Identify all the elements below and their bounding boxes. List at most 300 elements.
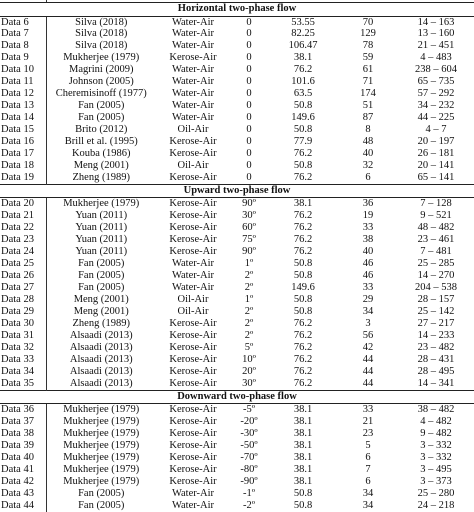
dataset-id-cell: Data 9 [0, 52, 46, 64]
pipe-diameter-cell: 76.2 [293, 171, 313, 183]
table-row [0, 234, 474, 246]
table-row [0, 318, 474, 330]
source-author-cell: Cheremisinoff (1977) [55, 88, 147, 100]
source-author-cell: Mukherjee (1979) [63, 451, 140, 463]
value-range-cell: 38 – 482 [417, 404, 455, 416]
point-count-cell: 48 [362, 136, 374, 148]
pipe-diameter-cell: 149.6 [291, 112, 315, 124]
point-count-cell: 46 [362, 270, 374, 282]
pipe-diameter-cell: 76.2 [293, 222, 313, 234]
dataset-id-cell: Data 14 [0, 112, 46, 124]
fluid-pair-cell: Kerose-Air [169, 171, 217, 183]
source-author-cell: Silva (2018) [75, 28, 128, 40]
dataset-id-cell: Data 27 [0, 282, 46, 294]
pipe-diameter-cell: 38.1 [293, 475, 313, 487]
table-row [0, 452, 474, 464]
source-author-cell: Fan (2005) [78, 499, 125, 511]
source-author-cell: Meng (2001) [73, 293, 129, 305]
inclination-cell: 1º [244, 293, 254, 305]
value-range-cell: 4 – 482 [420, 416, 452, 428]
dataset-id-cell: Data 21 [0, 210, 46, 222]
table-row [0, 28, 474, 40]
value-range-cell: 27 – 217 [417, 317, 455, 329]
inclination-cell: 0 [246, 100, 252, 112]
source-author-cell: Meng (2001) [73, 159, 129, 171]
fluid-pair-cell: Kerose-Air [169, 428, 217, 439]
inclination-cell: -50º [240, 439, 258, 451]
source-author-cell: Mukherjee (1979) [63, 404, 140, 416]
table-row [0, 172, 474, 184]
value-range-cell: 14 – 233 [417, 329, 455, 341]
source-author-cell: Alsaadi (2013) [69, 365, 133, 377]
point-count-cell: 23 [362, 428, 374, 439]
section-title: Horizontal two-phase flow [0, 3, 474, 17]
fluid-pair-cell: Water-Air [171, 40, 215, 52]
source-author-cell: Zheng (1989) [72, 171, 130, 183]
table-row [0, 378, 474, 390]
source-author-cell: Alsaadi (2013) [69, 341, 133, 353]
inclination-cell: 0 [246, 147, 252, 159]
source-author-cell: Johnson (2005) [68, 76, 134, 88]
pipe-diameter-cell: 50.8 [293, 270, 313, 282]
dataset-id-cell: Data 39 [0, 440, 46, 452]
pipe-diameter-cell: 76.2 [293, 234, 313, 246]
fluid-pair-cell: Kerose-Air [169, 353, 217, 365]
pipe-diameter-cell: 50.8 [293, 258, 313, 270]
value-range-cell: 25 – 280 [417, 487, 455, 499]
dataset-id-cell: Data 38 [0, 428, 46, 440]
inclination-cell: 75º [242, 234, 256, 246]
source-author-cell: Kouba (1986) [71, 147, 131, 159]
table-row [0, 64, 474, 76]
table-row [0, 464, 474, 476]
section-header-row [0, 390, 474, 404]
table-row [0, 500, 474, 512]
fluid-pair-cell: Kerose-Air [169, 451, 217, 463]
pipe-diameter-cell: 76.2 [293, 377, 313, 389]
point-count-cell: 3 [365, 317, 371, 329]
inclination-cell: 0 [246, 28, 252, 40]
fluid-pair-cell: Kerose-Air [169, 234, 217, 246]
point-count-cell: 34 [362, 487, 374, 499]
pipe-diameter-cell: 50.8 [293, 487, 313, 499]
inclination-cell: 1º [244, 258, 254, 270]
pipe-diameter-cell: 50.8 [293, 305, 313, 317]
table-row [0, 294, 474, 306]
value-range-cell: 28 – 495 [417, 365, 455, 377]
table-row [0, 342, 474, 354]
value-range-cell: 7 – 481 [420, 246, 452, 258]
pipe-diameter-cell: 38.1 [293, 198, 313, 210]
dataset-id-cell: Data 16 [0, 136, 46, 148]
inclination-cell: 0 [246, 88, 252, 100]
fluid-pair-cell: Water-Air [171, 88, 215, 100]
section-title: Downward two-phase flow [0, 390, 474, 404]
pipe-diameter-cell: 76.2 [293, 341, 313, 353]
value-range-cell: 9 – 482 [420, 428, 452, 439]
pipe-diameter-cell: 50.8 [293, 100, 313, 112]
inclination-cell: 0 [246, 64, 252, 76]
pipe-diameter-cell: 77.9 [293, 136, 313, 148]
fluid-pair-cell: Kerose-Air [169, 222, 217, 234]
point-count-cell: 34 [362, 499, 374, 511]
value-range-cell: 20 – 141 [417, 159, 455, 171]
point-count-cell: 7 [365, 463, 371, 475]
table-row [0, 306, 474, 318]
inclination-cell: 30º [242, 377, 256, 389]
table-row [0, 222, 474, 234]
dataset-id-cell: Data 43 [0, 488, 46, 500]
fluid-pair-cell: Kerose-Air [169, 136, 217, 148]
pipe-diameter-cell: 76.2 [293, 329, 313, 341]
dataset-id-cell: Data 41 [0, 464, 46, 476]
point-count-cell: 61 [362, 64, 374, 76]
fluid-pair-cell: Water-Air [171, 16, 215, 28]
fluid-pair-cell: Water-Air [171, 112, 215, 124]
source-author-cell: Mukherjee (1979) [63, 198, 140, 210]
table-row [0, 354, 474, 366]
inclination-cell: 0 [246, 159, 252, 171]
source-author-cell: Mukherjee (1979) [63, 428, 140, 439]
table-row [0, 210, 474, 222]
table-row [0, 148, 474, 160]
pipe-diameter-cell: 76.2 [293, 147, 313, 159]
inclination-cell: 2º [244, 305, 254, 317]
inclination-cell: -5º [242, 404, 255, 416]
table-row [0, 404, 474, 416]
inclination-cell: 90º [242, 246, 256, 258]
inclination-cell: 0 [246, 76, 252, 88]
value-range-cell: 28 – 431 [417, 353, 455, 365]
inclination-cell: 2º [244, 270, 254, 282]
dataset-id-cell: Data 25 [0, 258, 46, 270]
dataset-id-cell: Data 23 [0, 234, 46, 246]
value-range-cell: 48 – 482 [417, 222, 455, 234]
inclination-cell: 20º [242, 365, 256, 377]
source-author-cell: Fan (2005) [78, 100, 125, 112]
point-count-cell: 129 [360, 28, 376, 40]
point-count-cell: 42 [362, 341, 374, 353]
source-author-cell: Silva (2018) [75, 40, 128, 52]
source-author-cell: Mukherjee (1979) [63, 439, 140, 451]
fluid-pair-cell: Kerose-Air [169, 377, 217, 389]
fluid-pair-cell: Kerose-Air [169, 198, 217, 210]
pipe-diameter-cell: 106.47 [288, 40, 318, 52]
value-range-cell: 25 – 142 [417, 305, 455, 317]
dataset-id-cell: Data 29 [0, 306, 46, 318]
value-range-cell: 65 – 735 [417, 76, 455, 88]
point-count-cell: 44 [362, 377, 374, 389]
fluid-pair-cell: Kerose-Air [169, 317, 217, 329]
table-row [0, 76, 474, 88]
table-row [0, 52, 474, 64]
table-row [0, 160, 474, 172]
point-count-cell: 21 [362, 416, 374, 428]
dataset-id-cell: Data 18 [0, 160, 46, 172]
source-author-cell: Brito (2012) [75, 124, 128, 136]
pipe-diameter-cell: 82.25 [291, 28, 315, 40]
table-row [0, 330, 474, 342]
source-author-cell: Fan (2005) [78, 282, 125, 294]
table-row [0, 198, 474, 210]
section-header-row [0, 3, 474, 17]
value-range-cell: 3 – 373 [420, 475, 452, 487]
inclination-cell: 90º [242, 198, 256, 210]
source-author-cell: Fan (2005) [78, 270, 125, 282]
pipe-diameter-cell: 101.6 [291, 76, 315, 88]
dataset-id-cell: Data 6 [0, 16, 46, 28]
fluid-pair-cell: Kerose-Air [169, 52, 217, 64]
pipe-diameter-cell: 38.1 [293, 439, 313, 451]
table-row [0, 136, 474, 148]
dataset-id-cell: Data 8 [0, 40, 46, 52]
point-count-cell: 78 [362, 40, 374, 52]
point-count-cell: 51 [362, 100, 374, 112]
value-range-cell: 3 – 495 [420, 463, 452, 475]
point-count-cell: 29 [362, 293, 374, 305]
value-range-cell: 14 – 341 [417, 377, 455, 389]
point-count-cell: 174 [360, 88, 376, 100]
table-row [0, 246, 474, 258]
pipe-diameter-cell: 63.5 [293, 88, 313, 100]
value-range-cell: 238 – 604 [415, 64, 458, 76]
inclination-cell: 30º [242, 210, 256, 222]
pipe-diameter-cell: 38.1 [293, 463, 313, 475]
source-author-cell: Fan (2005) [78, 112, 125, 124]
fluid-pair-cell: Kerose-Air [169, 147, 217, 159]
table-row [0, 476, 474, 488]
point-count-cell: 6 [365, 171, 371, 183]
inclination-cell: -20º [240, 416, 258, 428]
table-row [0, 488, 474, 500]
inclination-cell: 0 [246, 52, 252, 64]
pipe-diameter-cell: 76.2 [293, 210, 313, 222]
point-count-cell: 59 [362, 52, 374, 64]
inclination-cell: 5º [244, 341, 254, 353]
fluid-pair-cell: Water-Air [171, 28, 215, 40]
inclination-cell: 60º [242, 222, 256, 234]
pipe-diameter-cell: 53.55 [291, 16, 315, 28]
value-range-cell: 21 – 451 [417, 40, 455, 52]
point-count-cell: 33 [362, 282, 374, 294]
point-count-cell: 40 [362, 147, 374, 159]
inclination-cell: 2º [244, 317, 254, 329]
point-count-cell: 5 [365, 439, 371, 451]
source-author-cell: Alsaadi (2013) [69, 377, 133, 389]
inclination-cell: 0 [246, 124, 252, 136]
inclination-cell: -80º [240, 463, 258, 475]
point-count-cell: 71 [362, 76, 374, 88]
source-author-cell: Silva (2018) [75, 16, 128, 28]
inclination-cell: 0 [246, 136, 252, 148]
dataset-id-cell: Data 34 [0, 366, 46, 378]
dataset-id-cell: Data 37 [0, 416, 46, 428]
dataset-id-cell: Data 35 [0, 378, 46, 390]
pipe-diameter-cell: 76.2 [293, 317, 313, 329]
source-author-cell: Mukherjee (1979) [63, 475, 140, 487]
dataset-id-cell: Data 10 [0, 64, 46, 76]
point-count-cell: 56 [362, 329, 374, 341]
source-author-cell: Mukherjee (1979) [63, 52, 140, 64]
pipe-diameter-cell: 50.8 [293, 499, 313, 511]
fluid-pair-cell: Water-Air [171, 100, 215, 112]
point-count-cell: 6 [365, 475, 371, 487]
pipe-diameter-cell: 50.8 [293, 159, 313, 171]
point-count-cell: 44 [362, 365, 374, 377]
fluid-pair-cell: Water-Air [171, 487, 215, 499]
dataset-id-cell: Data 19 [0, 172, 46, 184]
inclination-cell: -90º [240, 475, 258, 487]
source-author-cell: Fan (2005) [78, 258, 125, 270]
source-author-cell: Alsaadi (2013) [69, 329, 133, 341]
inclination-cell: -30º [240, 428, 258, 439]
dataset-id-cell: Data 17 [0, 148, 46, 160]
point-count-cell: 32 [362, 159, 374, 171]
point-count-cell: 46 [362, 258, 374, 270]
inclination-cell: 0 [246, 171, 252, 183]
pipe-diameter-cell: 38.1 [293, 416, 313, 428]
dataset-id-cell: Data 31 [0, 330, 46, 342]
fluid-pair-cell: Water-Air [171, 258, 215, 270]
dataset-id-cell: Data 7 [0, 28, 46, 40]
value-range-cell: 14 – 163 [417, 16, 455, 28]
fluid-pair-cell: Oil-Air [177, 293, 209, 305]
value-range-cell: 26 – 181 [417, 147, 455, 159]
value-range-cell: 65 – 141 [417, 171, 455, 183]
fluid-pair-cell: Kerose-Air [169, 404, 217, 416]
value-range-cell: 13 – 160 [417, 28, 455, 40]
dataset-id-cell: Data 40 [0, 452, 46, 464]
dataset-id-cell: Data 42 [0, 476, 46, 488]
point-count-cell: 34 [362, 305, 374, 317]
pipe-diameter-cell: 38.1 [293, 52, 313, 64]
source-author-cell: Fan (2005) [78, 487, 125, 499]
fluid-pair-cell: Kerose-Air [169, 246, 217, 258]
table-row [0, 428, 474, 440]
source-author-cell: Magrini (2009) [69, 64, 134, 76]
pipe-diameter-cell: 76.2 [293, 64, 313, 76]
table-row [0, 440, 474, 452]
table-row [0, 88, 474, 100]
source-author-cell: Mukherjee (1979) [63, 463, 140, 475]
pipe-diameter-cell: 76.2 [293, 365, 313, 377]
value-range-cell: 23 – 461 [417, 234, 455, 246]
point-count-cell: 70 [362, 16, 374, 28]
point-count-cell: 6 [365, 451, 371, 463]
fluid-pair-cell: Kerose-Air [169, 439, 217, 451]
dataset-id-cell: Data 20 [0, 198, 46, 210]
dataset-id-cell: Data 24 [0, 246, 46, 258]
inclination-cell: 0 [246, 112, 252, 124]
fluid-pair-cell: Water-Air [171, 499, 215, 511]
dataset-id-cell: Data 30 [0, 318, 46, 330]
pipe-diameter-cell: 50.8 [293, 124, 313, 136]
value-range-cell: 3 – 332 [420, 451, 452, 463]
inclination-cell: -70º [240, 451, 258, 463]
fluid-pair-cell: Water-Air [171, 282, 215, 294]
fluid-pair-cell: Water-Air [171, 270, 215, 282]
table-row [0, 416, 474, 428]
table-row [0, 124, 474, 136]
fluid-pair-cell: Kerose-Air [169, 463, 217, 475]
inclination-cell: 10º [242, 353, 256, 365]
fluid-pair-cell: Water-Air [171, 64, 215, 76]
table-row [0, 366, 474, 378]
value-range-cell: 44 – 225 [417, 112, 455, 124]
point-count-cell: 38 [362, 234, 374, 246]
fluid-pair-cell: Kerose-Air [169, 329, 217, 341]
point-count-cell: 8 [365, 124, 371, 136]
point-count-cell: 44 [362, 353, 374, 365]
inclination-cell: 2º [244, 282, 254, 294]
value-range-cell: 7 – 128 [420, 198, 452, 210]
source-author-cell: Yuan (2011) [75, 234, 128, 246]
source-author-cell: Brill et al. (1995) [64, 136, 138, 148]
source-author-cell: Yuan (2011) [75, 222, 128, 234]
value-range-cell: 34 – 232 [417, 100, 455, 112]
pipe-diameter-cell: 38.1 [293, 451, 313, 463]
fluid-pair-cell: Kerose-Air [169, 475, 217, 487]
fluid-pair-cell: Kerose-Air [169, 365, 217, 377]
fluid-pair-cell: Kerose-Air [169, 341, 217, 353]
point-count-cell: 87 [362, 112, 374, 124]
dataset-id-cell: Data 12 [0, 88, 46, 100]
source-author-cell: Mukherjee (1979) [63, 416, 140, 428]
pipe-diameter-cell: 50.8 [293, 293, 313, 305]
point-count-cell: 40 [362, 246, 374, 258]
inclination-cell: 0 [246, 40, 252, 52]
point-count-cell: 33 [362, 404, 374, 416]
table-row [0, 16, 474, 28]
value-range-cell: 14 – 270 [417, 270, 455, 282]
pipe-diameter-cell: 149.6 [291, 282, 315, 294]
value-range-cell: 4 – 483 [420, 52, 452, 64]
value-range-cell: 3 – 332 [420, 439, 452, 451]
table-row [0, 270, 474, 282]
value-range-cell: 24 – 218 [417, 499, 455, 511]
dataset-id-cell: Data 13 [0, 100, 46, 112]
value-range-cell: 4 – 7 [425, 124, 447, 136]
section-title: Upward two-phase flow [0, 184, 474, 198]
point-count-cell: 19 [362, 210, 374, 222]
point-count-cell: 33 [362, 222, 374, 234]
pipe-diameter-cell: 38.1 [293, 404, 313, 416]
pipe-diameter-cell: 76.2 [293, 353, 313, 365]
table-row [0, 100, 474, 112]
value-range-cell: 57 – 292 [417, 88, 455, 100]
source-author-cell: Meng (2001) [73, 305, 129, 317]
dataset-id-cell: Data 22 [0, 222, 46, 234]
dataset-id-cell: Data 36 [0, 404, 46, 416]
source-author-cell: Alsaadi (2013) [69, 353, 133, 365]
table-row [0, 258, 474, 270]
fluid-pair-cell: Water-Air [171, 76, 215, 88]
dataset-id-cell: Data 11 [0, 76, 46, 88]
inclination-cell: -1º [242, 487, 255, 499]
dataset-id-cell: Data 15 [0, 124, 46, 136]
fluid-pair-cell: Oil-Air [177, 305, 209, 317]
value-range-cell: 28 – 157 [417, 293, 455, 305]
table-row [0, 112, 474, 124]
inclination-cell: 2º [244, 329, 254, 341]
dataset-id-cell: Data 33 [0, 354, 46, 366]
source-author-cell: Yuan (2011) [75, 210, 128, 222]
fluid-pair-cell: Oil-Air [177, 124, 209, 136]
value-range-cell: 204 – 538 [415, 282, 458, 294]
section-header-row [0, 184, 474, 198]
inclination-cell: -2º [242, 499, 255, 511]
value-range-cell: 20 – 197 [417, 136, 455, 148]
